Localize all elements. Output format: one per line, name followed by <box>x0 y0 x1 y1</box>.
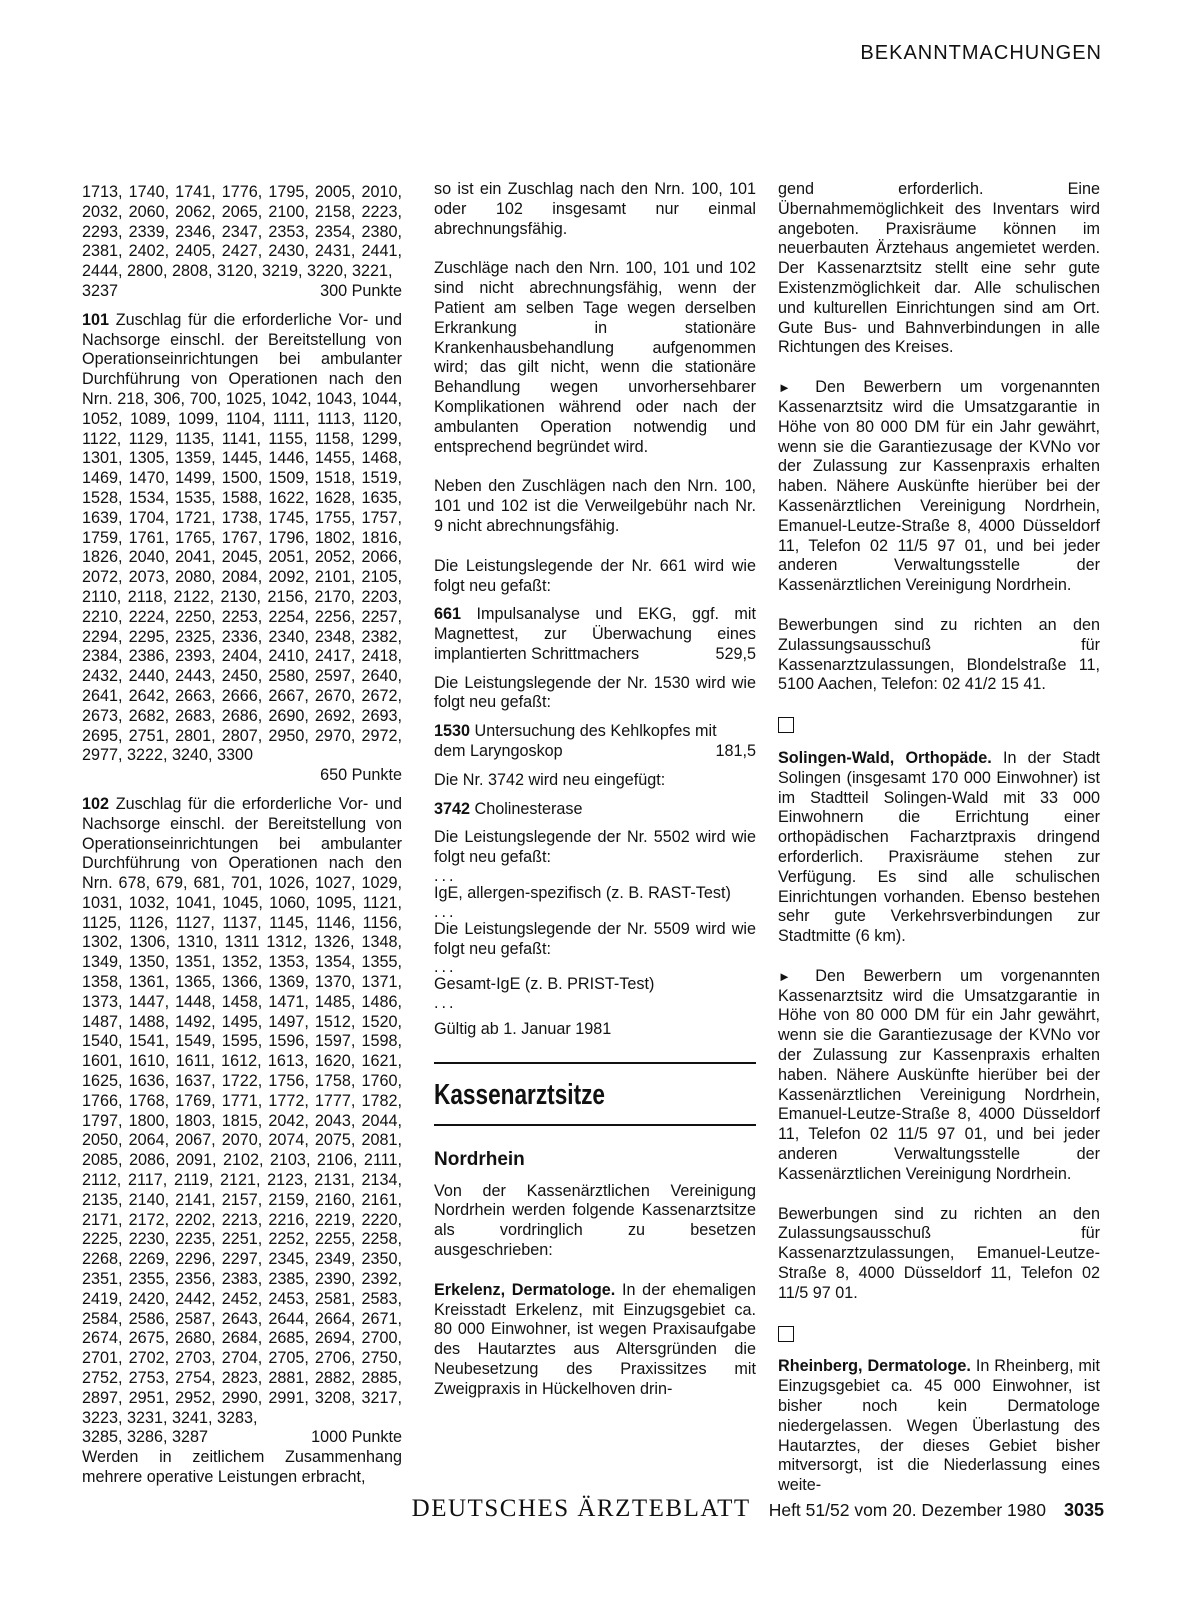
paragraph: Die Nr. 3742 wird neu eingefügt: <box>434 770 666 789</box>
region-intro: Von der Kassenärztlichen Vereinigung Nordrhein werden folgende Kassenarztsitze als vordringlich zu besetzen ausgeschrieben: <box>434 1181 756 1260</box>
validity-note: Gültig ab 1. Januar 1981 <box>434 1020 612 1039</box>
item-1530-line <box>434 742 756 762</box>
guarantee-text: Den Bewerbern um vorgenannten Kassenarztsitz wird die Umsatzgarantie in Höhe von 80 000 DM für ein Jahr gewährt, wenn sie die Garantiezusage der KVNo vor der Zulassung zur Kassenpraxis erhalten haben. Nähere Auskünfte hierüber bei der Kassenärztlichen Vereinigung Nordrhein, Emanuel-Leutze-Straße 8, 4000 Düsseldorf 11, Telefon 02 11/5 97 01, und bei jeder anderen Verwaltungsstelle der Kassenärztlichen Vereinigung Nordrhein. <box>778 966 1101 1183</box>
paragraph: Neben den Zuschlägen nach den Nrn. 100, 101 und 102 ist die Verweilgebühr nach Nr. 9 nicht abrechnungsfähig. <box>434 477 756 535</box>
intro-last-number: 3237 <box>82 281 119 300</box>
paragraph: Zuschläge nach den Nrn. 100, 101 und 102 sind nicht abrechnungsfähig, wenn der Patient am selben Tage wegen derselben Erkrankung in stationäre Krankenhausbehandlung aufgenommen wird; das gilt nicht, wenn die stationäre Behandlung wegen unvorhersehbarer Komplikationen während oder nach der ambulanten Operation notwendig und entsprechend begründet wird. <box>434 259 756 456</box>
paragraph: Die Leistungslegende der Nr. 5502 wird wie folgt neu gefaßt: <box>434 828 756 867</box>
listing-erkelenz <box>434 1281 756 1400</box>
section-rule-bottom <box>434 1124 756 1126</box>
paragraph: Die Leistungslegende der Nr. 1530 wird wie folgt neu gefaßt: <box>434 673 756 712</box>
application-paragraph: Bewerbungen sind zu richten an den Zulassungsausschuß für Kassenarztzulassungen, Blondelstraße 11, 5100 Aachen, Telefon: 02 41/2 15 41. <box>778 615 1100 694</box>
item-1530-value: 181,5 <box>715 741 756 760</box>
intro-points: 300 Punkte <box>320 281 402 300</box>
item-102-last-numbers: 3285, 3286, 3287 <box>82 1428 209 1447</box>
guarantee-paragraph <box>778 967 1100 1185</box>
item-102-points-line <box>82 1428 402 1448</box>
column-right <box>778 180 1100 1496</box>
paragraph: Die Leistungslegende der Nr. 5509 wird wie folgt neu gefaßt: <box>434 919 756 958</box>
arrow-icon: ► <box>778 968 791 984</box>
listing-rheinberg <box>778 1357 1100 1496</box>
item-3742 <box>434 800 756 820</box>
listing-text: In der Stadt Solingen (insgesamt 170 000 Einwohner) ist im Stadtteil Solingen-Wald mit 33 000 Einwohnern die Errichtung einer orthopädischen Facharztpraxis dringend erforderlich. Praxisräume stehen zur Verfügung. Es sind alle schulischen Einrichtungen vorhanden. Ebenso bestehen sehr gute Verkehrsverbindungen zur Stadtmitte (6 km). <box>778 748 1101 946</box>
paragraph: gend erforderlich. Eine Übernahmemöglichkeit des Inventars wird angeboten. Praxisräume können im neuerbauten Ärztehaus angemietet werden. Der Kassenarztsitz stellt eine sehr gute Existenzmöglichkeit dar. Alle schulischen und kulturellen Einrichtungen sind am Ort. Gute Bus- und Bahnverbindungen in alle Richtungen des Kreises. <box>778 180 1100 357</box>
region-heading: Nordrhein <box>434 1148 525 1170</box>
paragraph: so ist ein Zuschlag nach den Nrn. 100, 101 oder 102 insgesamt nur einmal abrechnungsfähig. <box>434 180 756 238</box>
guarantee-paragraph <box>778 378 1100 596</box>
item-661-number: 661 <box>434 605 462 624</box>
page-number: 3035 <box>1063 1500 1104 1520</box>
item-1530-text-cont: dem Laryngoskop <box>434 741 563 760</box>
item-3742-text: Cholinesterase <box>474 799 583 818</box>
item-101-number: 101 <box>82 310 110 329</box>
page-footer <box>396 1495 1104 1523</box>
item-661-value: 529,5 <box>715 644 756 663</box>
section-title: Kassenarztsitze <box>434 1078 605 1111</box>
intro-points-line <box>82 282 402 302</box>
ellipsis: ... <box>434 994 457 1013</box>
section-header: BEKANNTMACHUNGEN <box>860 42 1102 64</box>
listing-title: Solingen-Wald, Orthopäde. <box>778 748 992 767</box>
closing-paragraph: Werden in zeitlichem Zusammenhang mehrere operative Leistungen erbracht, <box>82 1448 402 1486</box>
ellipsis: ... <box>434 866 457 885</box>
guarantee-text: Den Bewerbern um vorgenannten Kassenarztsitz wird die Umsatzgarantie in Höhe von 80 000 DM für ein Jahr gewährt, wenn sie die Garantiezusage der KVNo vor der Zulassung zur Kassenpraxis erhalten haben. Nähere Auskünfte hierüber bei der Kassenärztlichen Vereinigung Nordrhein, Emanuel-Leutze-Straße 8, 4000 Düsseldorf 11, Telefon 02 11/5 97 01, und bei jeder anderen Verwaltungsstelle der Kassenärztlichen Vereinigung Nordrhein. <box>778 378 1101 595</box>
gesamt-ige-line: Gesamt-IgE (z. B. PRIST-Test) <box>434 975 655 994</box>
column-left <box>82 183 402 1488</box>
item-1530-number: 1530 <box>434 722 471 741</box>
listing-text: In Rheinberg, mit Einzugsgebiet ca. 45 000 Einwohner, ist bisher noch kein Dermatologe niedergelassen. Wegen Überlastung des Hautarztes, der dieses Gebiet bisher mitversorgt, ist die Niederlassung eines weite- <box>778 1357 1100 1495</box>
listing-title: Rheinberg, Dermatologe. <box>778 1357 971 1376</box>
separator-box-icon <box>778 1326 794 1342</box>
intro-numbers: 1713, 1740, 1741, 1776, 1795, 2005, 2010, 2032, 2060, 2062, 2065, 2100, 2158, 2223, 2293, 2339, 2346, 2347, 2353, 2354, 2380, 2381, 2402, 2405, 2427, 2430, 2431, 2441, 2444, 2800, 2808, 3120, 3219, 3220, 3221, <box>82 183 402 281</box>
item-101-points: 650 Punkte <box>320 766 402 785</box>
listing-text: In der ehemaligen Kreisstadt Erkelenz, mit Einzugsgebiet ca. 80 000 Einwohner, ist wegen Praxisaufgabe des Hautarztes aus Altersgründen die Neubesetzung des Praxissitzes mit Zweigpraxis in Hückelhoven drin- <box>434 1280 756 1398</box>
listing-solingen <box>778 749 1100 947</box>
item-661-text: Impulsanalyse und EKG, ggf. mit Magnettest, zur Überwachung eines implantierten Schrittmachers <box>434 605 756 663</box>
item-102-points: 1000 Punkte <box>311 1428 402 1447</box>
item-102 <box>82 795 402 1429</box>
paragraph: Die Leistungslegende der Nr. 661 wird wie folgt neu gefaßt: <box>434 556 756 595</box>
item-101-text: Zuschlag für die erforderliche Vor- und Nachsorge einschl. der Bereitstellung von Operationseinrichtungen bei ambulanter Durchführung von Operationen nach den Nrn. 218, 306, 700, 1025, 1042, 1043, 1044, 1052, 1089, 1099, 1104, 1111, 1113, 1120, 1122, 1129, 1135, 1141, 1155, 1158, 1299, 1301, 1305, 1359, 1445, 1446, 1455, 1468, 1469, 1470, 1499, 1500, 1509, 1518, 1519, 1528, 1534, 1535, 1588, 1622, 1628, 1635, 1639, 1704, 1721, 1738, 1745, 1755, 1757, 1759, 1761, 1765, 1767, 1796, 1802, 1816, 1826, 2040, 2041, 2045, 2051, 2052, 2066, 2072, 2073, 2080, 2084, 2092, 2101, 2105, 2110, 2118, 2122, 2130, 2156, 2170, 2203, 2210, 2224, 2250, 2253, 2254, 2256, 2257, 2294, 2295, 2325, 2336, 2340, 2348, 2382, 2384, 2386, 2393, 2404, 2410, 2417, 2418, 2432, 2440, 2443, 2450, 2580, 2597, 2640, 2641, 2642, 2663, 2666, 2667, 2670, 2672, 2673, 2682, 2683, 2686, 2690, 2692, 2693, 2695, 2751, 2801, 2807, 2950, 2970, 2972, 2977, 3222, 3240, 3300 <box>82 310 402 765</box>
item-3742-number: 3742 <box>434 799 471 818</box>
ellipsis: ... <box>434 902 457 921</box>
column-middle <box>434 180 756 1400</box>
item-101 <box>82 311 402 766</box>
ige-line: IgE, allergen-spezifisch (z. B. RAST-Test) <box>434 883 731 902</box>
issue-info: Heft 51/52 vom 20. Dezember 1980 <box>768 1500 1046 1520</box>
item-1530 <box>434 722 756 742</box>
journal-name: DEUTSCHES ÄRZTEBLATT <box>411 1495 751 1522</box>
ellipsis: ... <box>434 958 457 977</box>
arrow-icon: ► <box>778 380 791 396</box>
section-rule-top <box>434 1062 756 1064</box>
item-1530-text: Untersuchung des Kehlkopfes mit <box>474 722 717 741</box>
listing-title: Erkelenz, Dermatologe. <box>434 1280 616 1299</box>
application-paragraph: Bewerbungen sind zu richten an den Zulassungsausschuß für Kassenarztzulassungen, Emanuel-Leutze-Straße 8, 4000 Düsseldorf 11, Telefon 02 11/5 97 01. <box>778 1204 1100 1302</box>
item-102-number: 102 <box>82 794 110 813</box>
separator-box-icon <box>778 717 794 733</box>
item-102-text: Zuschlag für die erforderliche Vor- und Nachsorge einschl. der Bereitstellung von Operationseinrichtungen bei ambulanter Durchführung von Operationen nach den Nrn. 678, 679, 681, 701, 1026, 1027, 1029, 1031, 1032, 1041, 1045, 1060, 1095, 1121, 1125, 1126, 1127, 1137, 1145, 1146, 1156, 1302, 1306, 1310, 1311 1312, 1326, 1348, 1349, 1350, 1351, 1352, 1353, 1354, 1355, 1358, 1361, 1365, 1366, 1369, 1370, 1371, 1373, 1447, 1448, 1458, 1471, 1485, 1486, 1487, 1488, 1492, 1495, 1497, 1512, 1520, 1540, 1541, 1549, 1595, 1596, 1597, 1598, 1601, 1610, 1611, 1612, 1613, 1620, 1621, 1625, 1636, 1637, 1722, 1756, 1758, 1760, 1766, 1768, 1769, 1771, 1772, 1777, 1782, 1797, 1800, 1803, 1815, 2042, 2043, 2044, 2050, 2064, 2067, 2070, 2074, 2075, 2081, 2085, 2086, 2091, 2102, 2103, 2106, 2111, 2112, 2117, 2119, 2121, 2123, 2131, 2134, 2135, 2140, 2141, 2157, 2159, 2160, 2161, 2171, 2172, 2202, 2213, 2216, 2219, 2220, 2225, 2230, 2235, 2251, 2252, 2255, 2258, 2268, 2269, 2296, 2297, 2345, 2349, 2350, 2351, 2355, 2356, 2383, 2385, 2390, 2392, 2419, 2420, 2442, 2452, 2453, 2581, 2583, 2584, 2586, 2587, 2643, 2644, 2664, 2671, 2674, 2675, 2680, 2684, 2685, 2694, 2700, 2701, 2702, 2703, 2704, 2705, 2706, 2750, 2752, 2753, 2754, 2823, 2881, 2882, 2885, 2897, 2951, 2952, 2990, 2991, 3208, 3217, 3223, 3231, 3241, 3283, <box>82 794 402 1427</box>
